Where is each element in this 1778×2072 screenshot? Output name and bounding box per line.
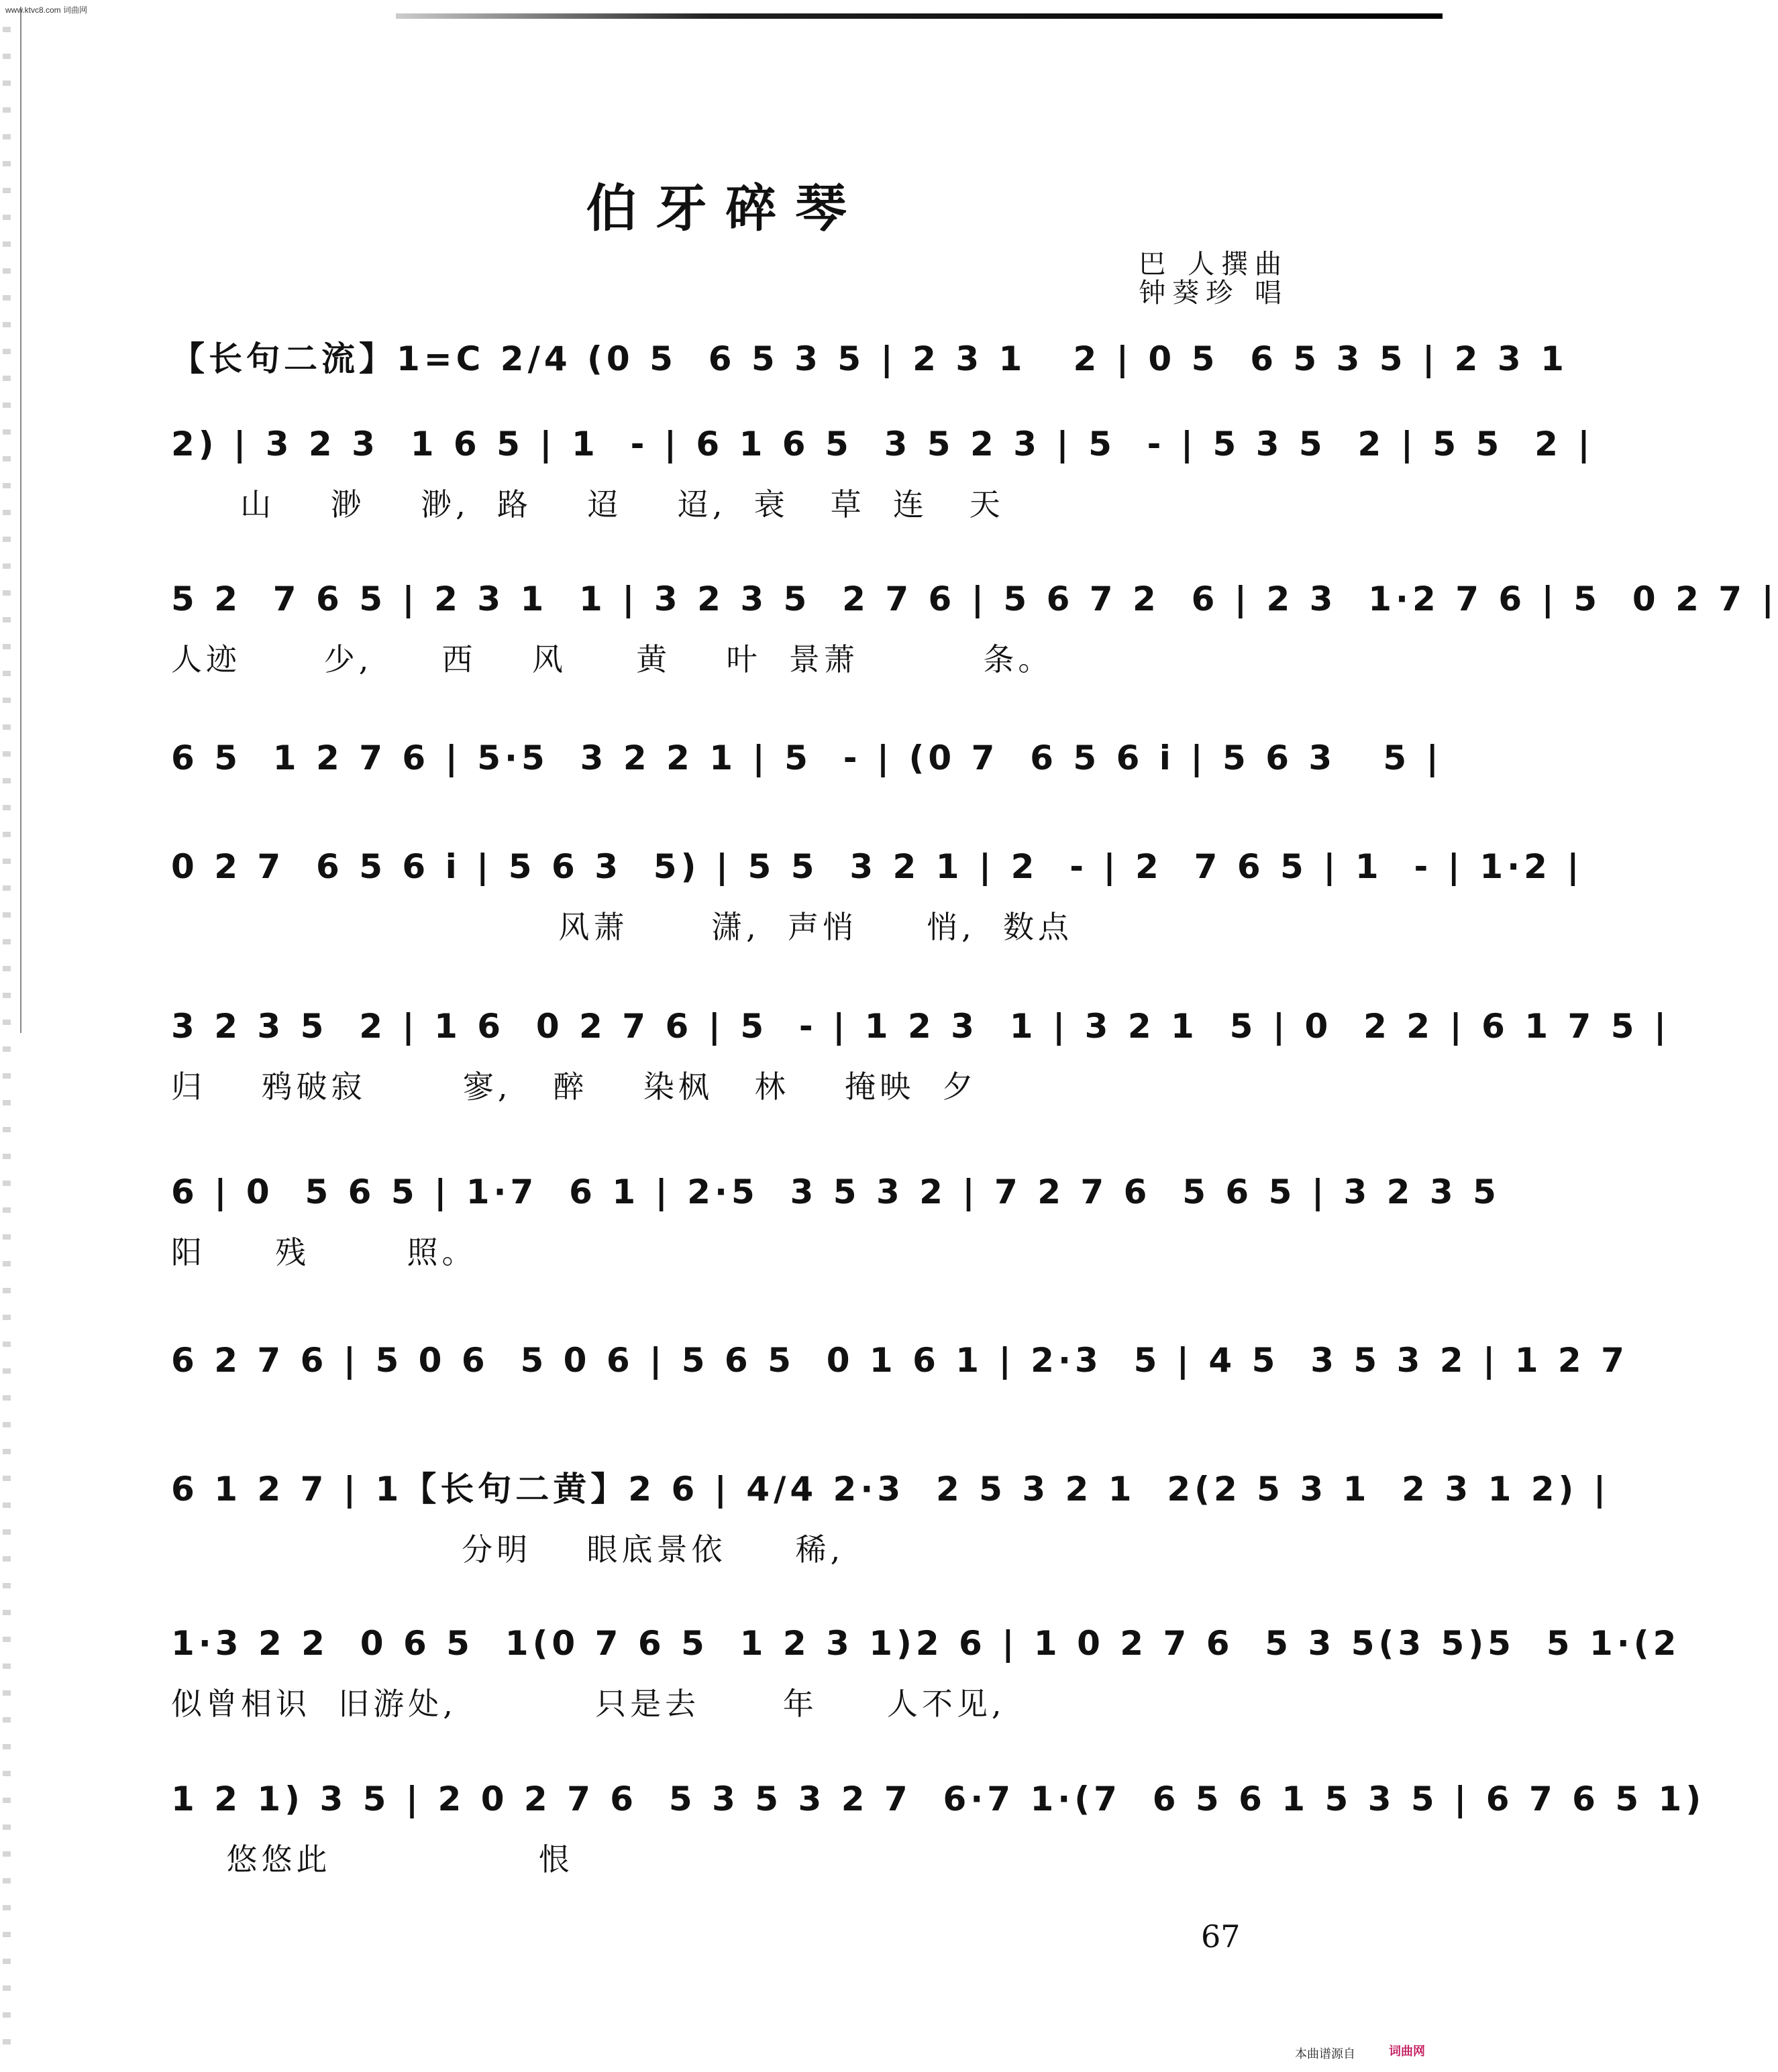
binding-margin-dots (3, 27, 11, 2066)
score-system-6 (171, 1006, 1671, 1160)
footer-logo[interactable]: 词曲网 (1389, 2044, 1425, 2058)
notation-line: 5 2 7 6 5 | 2 3 1 1 | 3 2 3 5 2 7 6 | 5 6 7 2 6 | 2 3 1·2 7 6 | 5 0 2 7 | (171, 580, 1778, 618)
score-system-3 (171, 579, 1778, 733)
lyric-line: 悠悠此 恨 (171, 1841, 574, 1877)
lyric-line: 分明 眼底景依 稀, (171, 1531, 845, 1568)
notation-line: 6 1 2 7 | 1【长句二黄】2 6 | 4/4 2·3 2 5 3 2 1 2(2 5 3 1 2 3 1 2) | (171, 1470, 1610, 1509)
notation-line: 3 2 3 5 2 | 1 6 0 2 7 6 | 5 - | 1 2 3 1 | 3 2 1 5 | 0 2 2 | 6 1 7 5 | (171, 1007, 1671, 1046)
score-system-2 (171, 424, 1594, 578)
notation-line: 1·3 2 2 0 6 5 1(0 7 6 5 1 2 3 1)2 6 | 1 0 2 7 6 5 3 5(3 5)5 5 1·(2 (171, 1624, 1681, 1663)
notation-line: 1 2 1) 3 5 | 2 0 2 7 6 5 3 5 3 2 7 6·7 1·(7 6 5 6 1 5 3 5 | 6 7 6 5 1) (171, 1780, 1706, 1818)
notation-line: 0 2 7 6 5 6 i | 5 6 3 5) | 5 5 3 2 1 | 2 - | 2 7 6 5 | 1 - | 1·2 | (171, 847, 1583, 886)
notation-line: 6 5 1 2 7 6 | 5·5 3 2 2 1 | 5 - | (0 7 6 5 6 i | 5 6 3 5 | (171, 739, 1443, 777)
lyric-line: 似曾相识 旧游处, 只是去 年 人不见, (171, 1686, 1006, 1722)
top-watermark: www.ktvc8.com 词曲网 (5, 5, 88, 15)
song-title: 伯牙碎琴 (586, 178, 866, 238)
lyric-line: 风萧 潇, 声悄 悄, 数点 (171, 909, 1073, 945)
singer-credit: 钟葵珍 唱 (1139, 278, 1288, 309)
composer-credit: 巴 人撰曲 (1139, 249, 1288, 280)
lyric-line: 人迹 少, 西 风 黄 叶 景萧 条。 (171, 641, 1053, 677)
score-system-9 (171, 1469, 1610, 1623)
footer-source-text: 本曲谱源自 (1295, 2047, 1355, 2061)
score-system-10 (171, 1623, 1681, 1778)
lyric-line: 归 鸦破寂 寥, 醉 染枫 林 掩映 夕 (171, 1069, 978, 1105)
score-system-11 (171, 1779, 1706, 1933)
notation-line: 6 | 0 5 6 5 | 1·7 6 1 | 2·5 3 5 3 2 | 7 2 7 6 5 6 5 | 3 2 3 5 (171, 1173, 1500, 1211)
notation-line: 6 2 7 6 | 5 0 6 5 0 6 | 5 6 5 0 1 6 1 | 2·3 5 | 4 5 3 5 3 2 | 1 2 7 (171, 1341, 1628, 1380)
notation-line: 【长句二流】1=C 2/4 (0 5 6 5 3 5 | 2 3 1 2 | 0 5 6 5 3 5 | 2 3 1 (171, 339, 1568, 378)
lyric-line: 山 渺 渺, 路 迢 迢, 衰 草 连 天 (171, 486, 1004, 523)
page-number: 67 (1201, 1918, 1241, 1955)
lyric-line: 阳 残 照。 (171, 1234, 477, 1270)
score-system-7 (171, 1172, 1500, 1326)
binding-margin-line (20, 7, 21, 1033)
notation-line: 2) | 3 2 3 1 6 5 | 1 - | 6 1 6 5 3 5 2 3 | 5 - | 5 3 5 2 | 5 5 2 | (171, 425, 1594, 464)
header-rule (396, 13, 1443, 19)
score-system-5 (171, 847, 1583, 1001)
